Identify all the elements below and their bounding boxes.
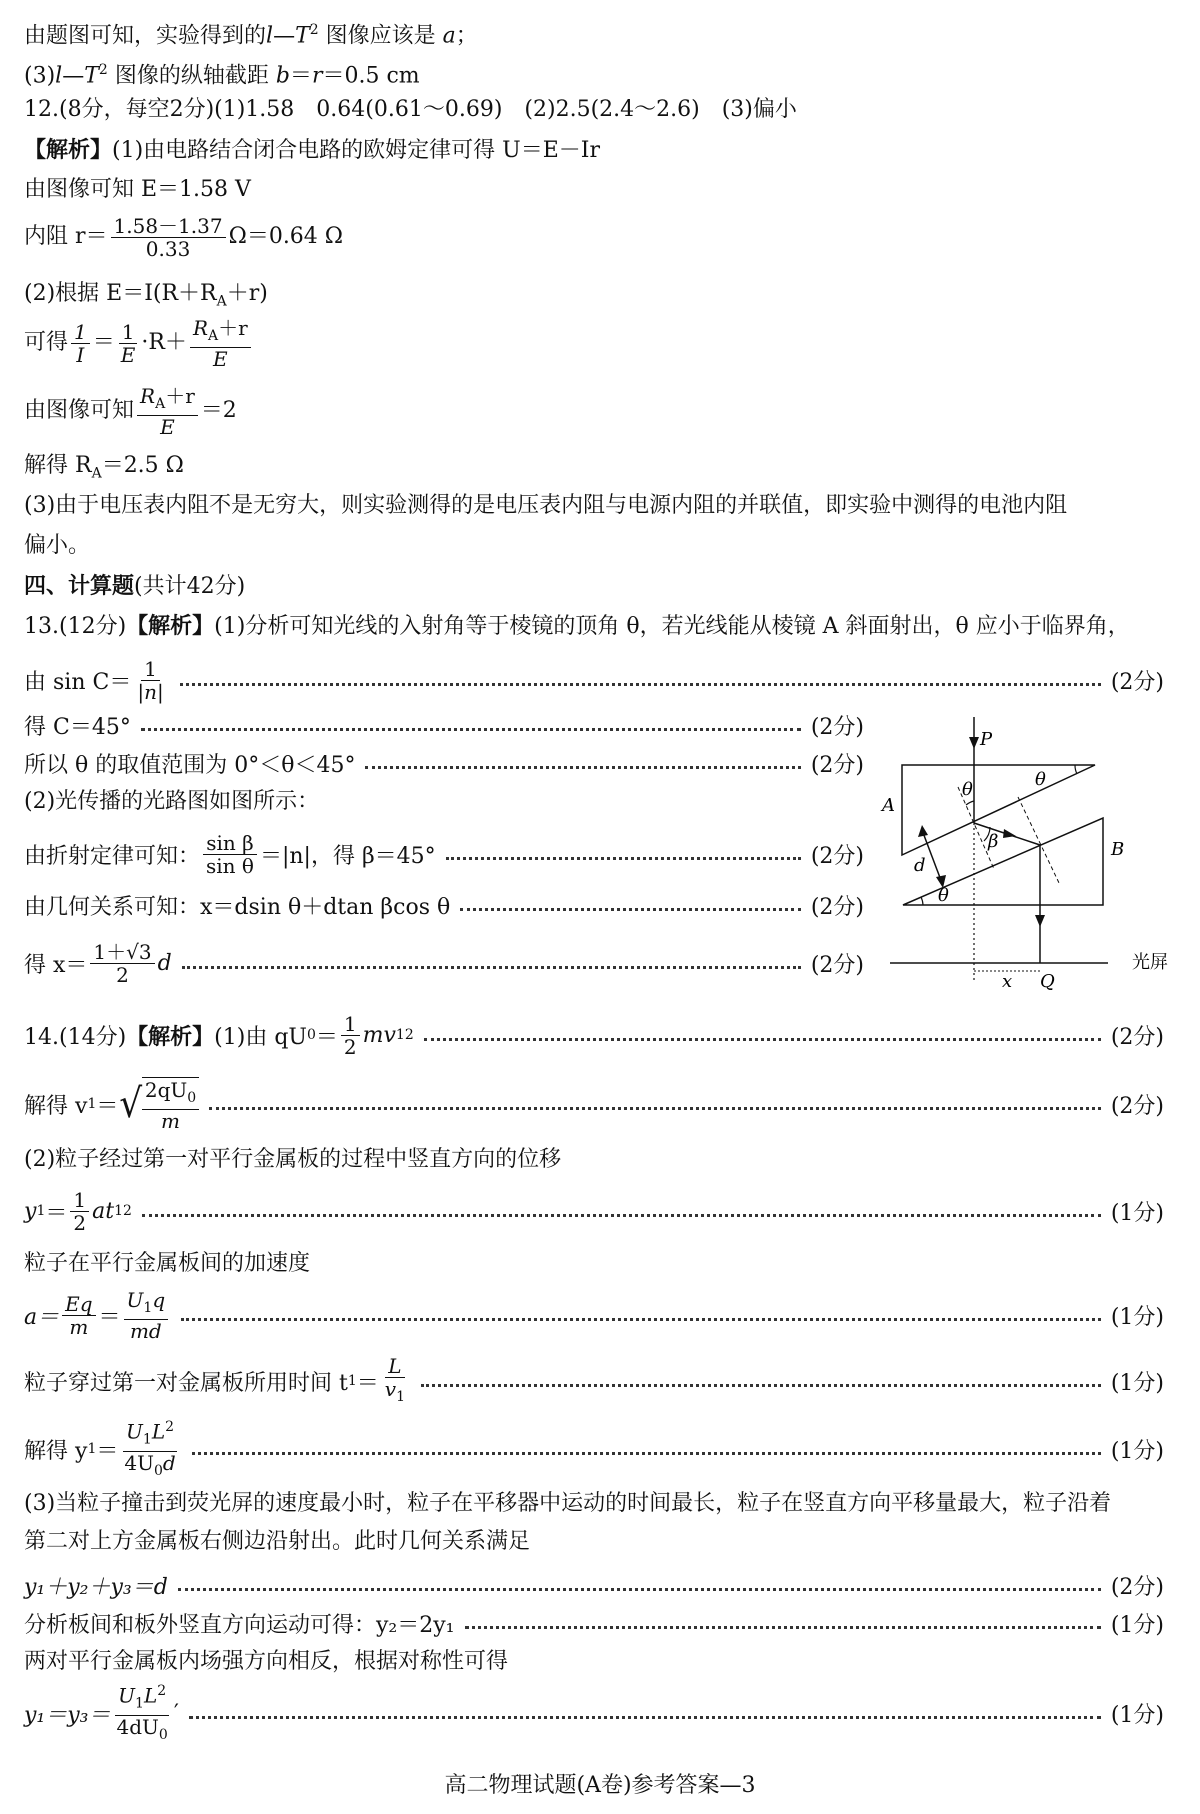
theta-arc [921,897,923,905]
q14-part3-a: (3)当粒子撞击到荧光屏的速度最小时，粒子在平移器中运动的时间最长，粒子在竖直方向平移量最大，粒子沿着 [24,1491,1112,1516]
page-footer: 高二物理试题(A卷)参考答案—3 [444,1773,756,1798]
label-b: B [1111,839,1125,860]
line-intercept: $(3)l—T^2$ 图像的纵轴截距 b＝r＝0.5 cm [24,62,420,89]
q14-part2-intro: (2)粒子经过第一对平行金属板的过程中竖直方向的位移 [24,1147,562,1172]
line-conclusion-a: 由题图可知，实验得到的$l—T^2$ 图像应该是 a； [24,22,478,49]
q14-step-y1-y3: y₁＝y₃＝ $\frac{U_1L^2}{4dU_0}$ ′ (1分) [24,1686,1164,1740]
label-screen: 光屏 [1132,952,1168,973]
q13-step-c45: 得 C＝45° (2分) [24,714,864,740]
label-d: d [914,855,926,876]
label-q: Q [1040,971,1055,992]
label-a: A [882,795,895,816]
q13-step-critical-angle: 由 sin C＝ $\frac{1}{|n|}$ (2分) [24,656,1164,704]
q14-step-y2: 分析板间和板外竖直方向运动可得：y₂＝2y₁ (1分) [24,1612,1164,1638]
emf-value: 由图像可知 E＝1.58 V [24,177,251,202]
q12-analysis-3: (3)由于电压表内阻不是无穷大，则实验测得的是电压表内阻与电源内阻的并联值，即实验中测得的电池内阻 [24,493,1068,518]
section-4-title: 四、计算题(共计42分) [24,573,246,599]
q14-step-t1: 粒子穿过第一对金属板所用时间 t 1 ＝ $\frac{L}{v_1}$ (1分) [24,1353,1164,1405]
q14-accel-intro: 粒子在平行金属板间的加速度 [24,1251,311,1276]
q12-analysis-3-cont: 偏小。 [24,533,91,558]
q14-step-accel: a＝ $\frac{Eq}{m}$ ＝ $\frac{U_1q}{md}$ (1分) [24,1287,1164,1343]
q12-analysis-2: (2)根据 $E=I(R+R_A+r)$ [24,281,268,310]
q14-step-v1: 解得 v 1 ＝ √ $\frac{2qU_0}{m}$ (2分) [24,1077,1164,1133]
q13-step-geometry: 由几何关系可知：x＝dsin θ＋dtan βcos θ (2分) [24,894,864,920]
normal-line [1018,797,1060,885]
label-theta: θ [938,885,949,906]
q13-step-refraction: 由折射定律可知： $\frac{\text{sin β}}{\text{sin θ}}$ ＝|n|，得 β＝45° (2分) [24,830,864,878]
q12-answers: 12.(8分，每空2分)(1)1.58 0.64(0.61～0.69) (2)2.5(2.4～2.6) (3)偏小 [24,97,797,122]
prism-b [903,818,1103,905]
q13-step-theta-range: 所以 θ 的取值范围为 0°＜θ＜45° (2分) [24,752,864,778]
internal-resistance: 内阻 r＝ $\frac{1.58-1.37}{0.33}$ Ω＝0.64 Ω [24,213,344,261]
theta-arc [966,801,974,805]
fraction: $\frac{1.58-1.37}{0.33}$ [111,215,226,260]
optics-diagram [870,705,1180,995]
label-p: P [980,729,993,750]
reciprocal-equation: 可得 $\frac{1}{I}$ ＝ $\frac{1}{E}$ ·R＋ $\frac{R_A+r}{E}$ [24,318,254,368]
label-theta: θ [1035,769,1046,790]
label-beta: β [988,831,999,852]
arrow [1035,915,1045,927]
q13-step-x-result: 得 x＝ $\frac{1+√3}{2}$ d (2分) [24,939,864,987]
theta-arc [1075,765,1077,774]
prism-a [902,765,1095,855]
q14-step-y1: y 1 ＝ $\frac{1}{2}$ at 1 2 (1分) [24,1187,1164,1235]
q14-step-energy: 14.(14分) 【解析】 (1)由 qU 0 ＝ $\frac{1}{2}$ mv 1 2 (2分) [24,1011,1164,1059]
q14-part3-b: 第二对上方金属板右侧边沿射出。此时几何关系满足 [24,1529,531,1554]
label-x: x [1002,971,1013,992]
arrow [969,737,979,749]
q13-intro: 13.(12分)【解析】(1)分析可知光线的入射角等于棱镜的顶角 θ，若光线能从棱镜 A 斜面射出，θ 应小于临界角， [24,613,1130,639]
q14-step-y1-result: 解得 y 1 ＝ $\frac{U_1L^2}{4U_0d}$ (1分) [24,1422,1164,1476]
q14-symmetry: 两对平行金属板内场强方向相反，根据对称性可得 [24,1649,509,1674]
q14-step-sum: y₁＋y₂＋y₃＝d (2分) [24,1574,1164,1600]
arrow [918,825,928,837]
label-theta: θ [962,779,973,800]
ra-result: 解得 $R_A=2.5$ Ω [24,453,184,482]
slope-equation: 由图像可知 $\frac{R_A+r}{E}$ ＝2 [24,383,237,439]
q12-analysis-1: 【解析】(1)由电路结合闭合电路的欧姆定律可得 U＝E－Ir [24,137,600,163]
q13-path-note: (2)光传播的光路图如图所示： [24,789,320,814]
